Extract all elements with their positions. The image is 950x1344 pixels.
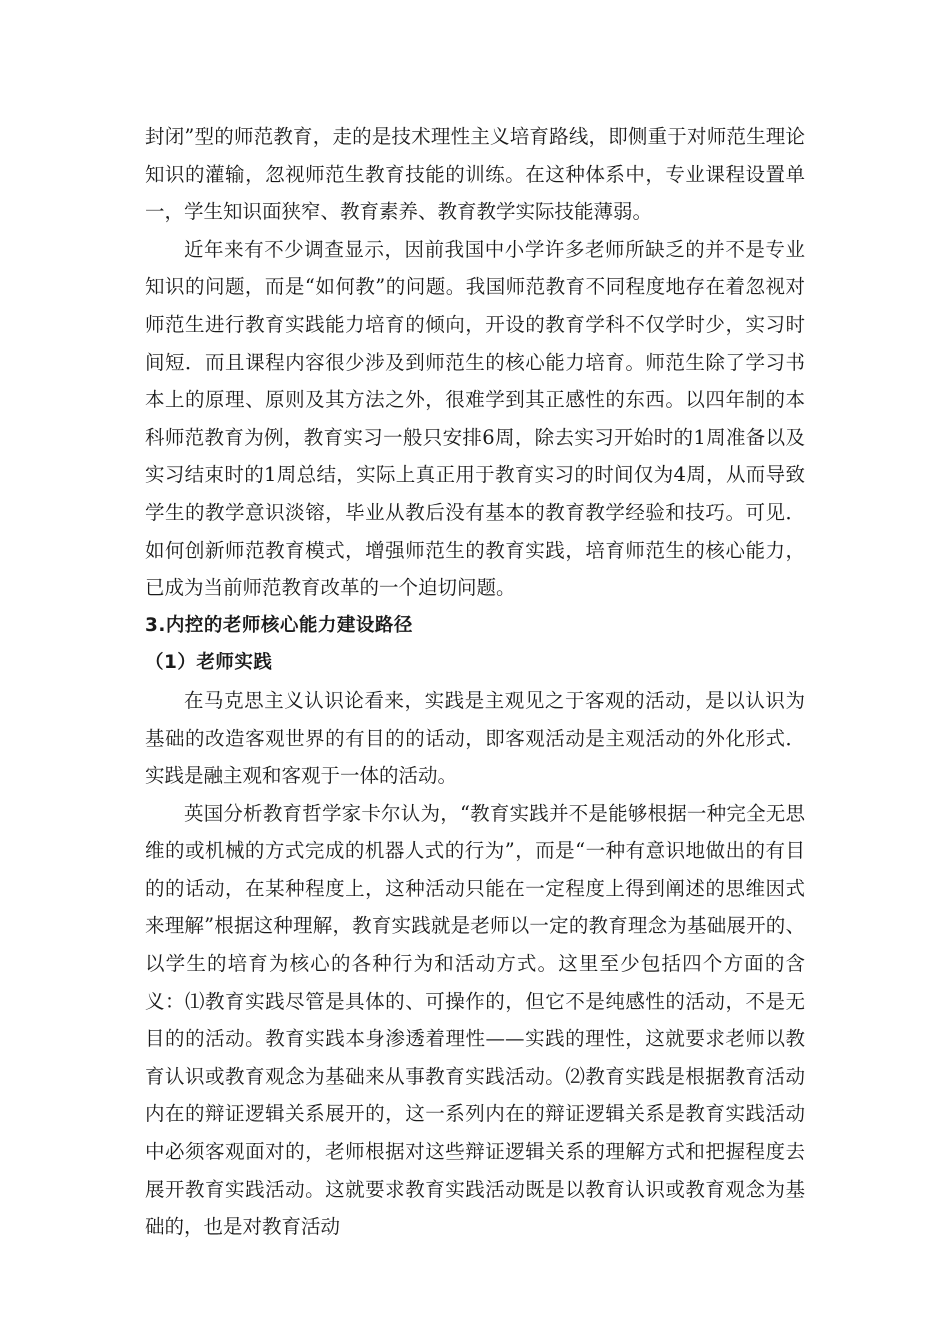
subsection-heading: （1）老师实践 [145, 652, 273, 674]
body-paragraph: 英国分析教育哲学家卡尔认为，“教育实践并不是能够根据一种完全无思维的或机械的方式完成的机器人式的行为”，而是“一种有意识地做出的有目的的话动，在某种程度上，这种活动只能在一定程度上得到阐述的思维因式来理解”根据这种理解，教育实践就是老师以一定的教育理念为基础展开的、以学生的培育为核心的各种行为和活动方式。这里至少包括四个方面的含义：⑴教育实践尽管是具体的、可操作的，但它不是纯感性的活动，不是无目的的活动。教育实践本身渗透着理性——实践的理性，这就要求老师以教育认识或教育观念为基础来从事教育实践活动。⑵教育实践是根据教育活动内在的辩证逻辑关系展开的，这一系列内在的辩证逻辑关系是教育实践活动中必须客观面对的，老师根据对这些辩证逻辑关系的理解方式和把握程度去展开教育实践活动。这就要求教育实践活动既是以教育认识或教育观念为基础的，也是对教育活动 [145, 801, 805, 1239]
section-heading: 3.内控的老师核心能力建设路径 [145, 614, 413, 636]
body-paragraph: 封闭”型的师范教育，走的是技术理性主义培育路线，即侧重于对师范生理论知识的灌输，忽视师范生教育技能的训练。在这种体系中，专业课程设置单一，学生知识面狭窄、教育素养、教育教学实际技能薄弱。 [145, 125, 805, 224]
document-body [145, 118, 805, 1246]
body-paragraph: 近年来有不少调查显示，因前我国中小学许多老师所缺乏的并不是专业知识的问题，而是“如何教”的问题。我国师范教育不同程度地存在着忽视对师范生进行教育实践能力培育的倾向，开设的教育学科不仅学时少，实习时间短．而且课程内容很少涉及到师范生的核心能力培育。师范生除了学习书本上的原理、原则及其方法之外，很难学到其正感性的东西。以四年制的本科师范教育为例，教育实习一般只安排6周，除去实习开始时的1周准备以及实习结束时的1周总结，实际上真正用于教育实习的时间仅为4周，从而导致学生的教学意识淡镕，毕业从教后没有基本的教育教学经验和技巧。可见．如何创新师范教育模式，增强师范生的教育实践，培育师范生的核心能力，已成为当前师范教育改革的一个迫切问题。 [145, 237, 805, 600]
body-paragraph: 在马克思主义认识论看来，实践是主观见之于客观的活动，是以认识为基础的改造客观世界的有目的的话动，即客观活动是主观活动的外化形式．实践是融主观和客观于一体的活动。 [145, 688, 805, 788]
